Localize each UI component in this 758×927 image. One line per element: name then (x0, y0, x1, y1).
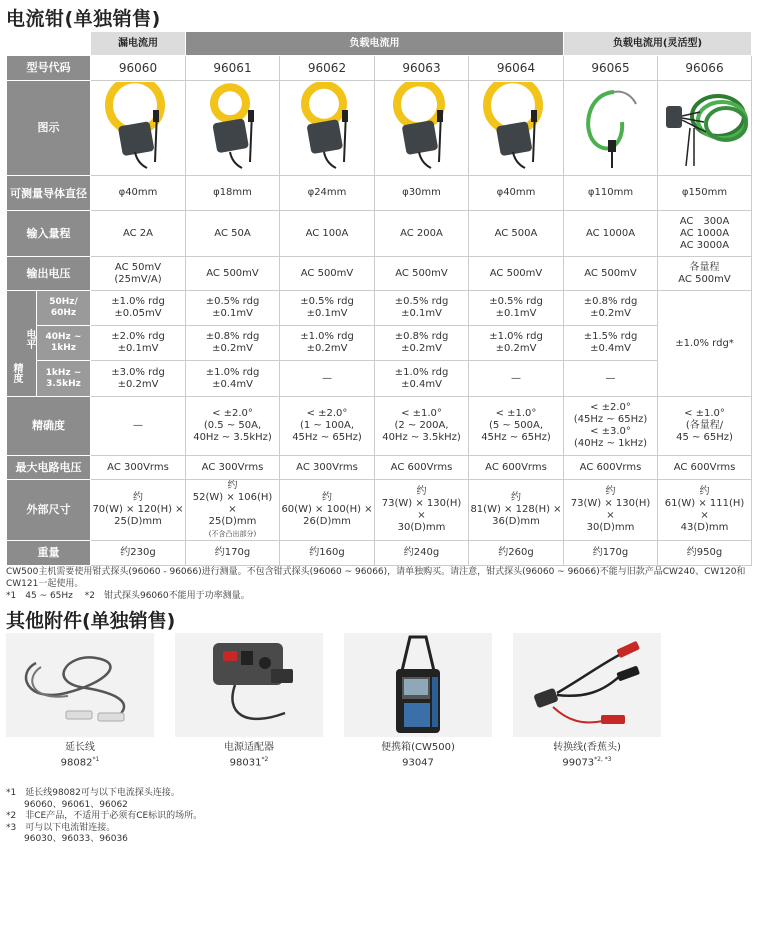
group-leak: 漏电流用 (91, 32, 186, 56)
model-code: 96062 (280, 56, 375, 81)
clamp-probe-image (186, 81, 280, 176)
conductor-diameter: φ24mm (280, 176, 375, 211)
model-code: 96060 (91, 56, 186, 81)
footnote-line: *2 非CE产品，不适用于必须有CE标识的场所。 (6, 811, 203, 822)
phase-accuracy: < ±1.0° (5 ~ 500A, 45Hz ~ 65Hz) (469, 397, 564, 456)
amplitude-accuracy: ±3.0% rdg ±0.2mV (91, 361, 186, 397)
output-voltage: AC 500mV (375, 257, 469, 291)
output-voltage: AC 500mV (280, 257, 375, 291)
dimensions-text: 约 73(W) × 130(H) × 30(D)mm (381, 486, 462, 533)
group-flex: 负载电流用(灵活型) (564, 32, 752, 56)
max-voltage: AC 600Vrms (375, 456, 469, 480)
weight-value: 约240g (375, 541, 469, 566)
label-input: 输入量程 (7, 211, 91, 257)
model-code: 96061 (186, 56, 280, 81)
dimensions-text: 约 52(W) × 106(H) × 25(D)mm (192, 480, 273, 527)
output-voltage: AC 500mV (564, 257, 658, 291)
weight-value: 约230g (91, 541, 186, 566)
max-voltage: AC 300Vrms (91, 456, 186, 480)
page-title: 电流钳(单独销售) (6, 8, 161, 30)
power-adapter-image (175, 633, 323, 737)
accessory-caption: 延长线 98082$^{*1}$ (60, 742, 100, 769)
amplitude-accuracy: ±1.0% rdg ±0.2mV (280, 326, 375, 361)
phase-accuracy: < ±2.0° (0.5 ~ 50A, 40Hz ~ 3.5kHz) (186, 397, 280, 456)
footnotes (6, 788, 202, 846)
accessory-caption: 便携箱(CW500) 93047 (381, 742, 455, 769)
input-range: AC 500A (469, 211, 564, 257)
phase-accuracy: < ±2.0° (1 ~ 100A, 45Hz ~ 65Hz) (280, 397, 375, 456)
weight-value: 约950g (658, 541, 752, 566)
output-voltage: AC 500mV (186, 257, 280, 291)
amplitude-accuracy: ±0.8% rdg ±0.2mV (186, 326, 280, 361)
label-phase: 精确度 (7, 397, 91, 456)
amplitude-accuracy: ±0.5% rdg ±0.1mV (375, 291, 469, 326)
input-range: AC 300A AC 1000A AC 3000A (658, 211, 752, 257)
dimensions-text: 约 73(W) × 130(H) × 30(D)mm (570, 486, 651, 533)
amplitude-accuracy: — (564, 361, 658, 397)
carrying-case-image (344, 633, 492, 737)
model-code: 96064 (469, 56, 564, 81)
label-max-voltage: 最大电路电压 (7, 456, 91, 480)
output-voltage: 各量程 AC 500mV (658, 257, 752, 291)
dimensions-text: 约 60(W) × 100(H) × 26(D)mm (281, 492, 373, 527)
input-range: AC 200A (375, 211, 469, 257)
model-code: 96066 (658, 56, 752, 81)
label-dims: 外部尺寸 (7, 480, 91, 541)
phase-accuracy: < ±2.0° (45Hz ~ 65Hz) < ±3.0° (40Hz ~ 1kHz) (564, 397, 658, 456)
max-voltage: AC 600Vrms (658, 456, 752, 480)
label-weight: 重量 (7, 541, 91, 566)
banana-cable-image (513, 633, 661, 737)
dimensions-text: 约 70(W) × 120(H) × 25(D)mm (92, 492, 184, 527)
footnote-line: *1 延长线98082可与以下电流探头连接。 (6, 788, 180, 798)
conductor-diameter: φ40mm (91, 176, 186, 211)
accessory-caption: 转换线(香蕉头) $99073^{*2, *3}$ (553, 742, 621, 769)
dimensions-text: 约 81(W) × 128(H) × 36(D)mm (470, 492, 562, 527)
amplitude-accuracy: ±1.0% rdg ±0.2mV (469, 326, 564, 361)
amplitude-accuracy: ±0.5% rdg ±0.1mV (280, 291, 375, 326)
weight-value: 约170g (186, 541, 280, 566)
conductor-diameter: φ18mm (186, 176, 280, 211)
dimensions-text: 约 61(W) × 111(H) × 43(D)mm (664, 486, 745, 533)
accessory-caption: 电源适配器 98031$^{*2}$ (224, 742, 274, 769)
amplitude-accuracy: ±1.5% rdg ±0.4mV (564, 326, 658, 361)
label-f1: 50Hz/ 60Hz (37, 291, 91, 326)
input-range: AC 100A (280, 211, 375, 257)
amplitude-accuracy: ±0.5% rdg ±0.1mV (469, 291, 564, 326)
max-voltage: AC 600Vrms (564, 456, 658, 480)
dimensions (186, 480, 280, 541)
dimensions (280, 480, 375, 541)
dimensions (375, 480, 469, 541)
weight-value: 约160g (280, 541, 375, 566)
label-accuracy: 精度 电平 (7, 291, 37, 397)
amplitude-accuracy: — (469, 361, 564, 397)
max-voltage: AC 600Vrms (469, 456, 564, 480)
conductor-diameter: φ30mm (375, 176, 469, 211)
dimensions (658, 480, 752, 541)
note-line: CW121一起使用。 (6, 579, 84, 589)
label-f2: 40Hz ~ 1kHz (37, 326, 91, 361)
group-load: 负载电流用 (186, 32, 564, 56)
dimensions (564, 480, 658, 541)
dimensions (469, 480, 564, 541)
spec-table (6, 31, 752, 566)
notes (6, 566, 751, 602)
input-range: AC 1000A (564, 211, 658, 257)
label-output: 输出电压 (7, 257, 91, 291)
phase-accuracy: < ±1.0° (各量程/ 45 ~ 65Hz) (658, 397, 752, 456)
amplitude-accuracy: ±0.8% rdg ±0.2mV (564, 291, 658, 326)
amplitude-accuracy: ±1.0% rdg ±0.05mV (91, 291, 186, 326)
amplitude-accuracy: — (280, 361, 375, 397)
clamp-probe-image (375, 81, 469, 176)
phase-accuracy: — (91, 397, 186, 456)
clamp-probe-image (91, 81, 186, 176)
max-voltage: AC 300Vrms (280, 456, 375, 480)
amplitude-accuracy: ±0.8% rdg ±0.2mV (375, 326, 469, 361)
dimensions-note: (不含凸出部分) (208, 530, 257, 538)
dimensions (91, 480, 186, 541)
footnote-line: 96060、96061、96062 (6, 799, 128, 810)
amplitude-accuracy: ±1.0% rdg ±0.4mV (186, 361, 280, 397)
note-line: *1 45 ~ 65Hz *2 钳式探头96060不能用于功率测量。 (6, 591, 250, 601)
extension-cable-image (6, 633, 154, 737)
output-voltage: AC 500mV (469, 257, 564, 291)
label-f3: 1kHz ~ 3.5kHz (37, 361, 91, 397)
clamp-probe-image (469, 81, 564, 176)
phase-accuracy: < ±1.0° (2 ~ 200A, 40Hz ~ 3.5kHz) (375, 397, 469, 456)
max-voltage: AC 300Vrms (186, 456, 280, 480)
model-code: 96063 (375, 56, 469, 81)
label-model: 型号代码 (7, 56, 91, 81)
conductor-diameter: φ150mm (658, 176, 752, 211)
output-voltage: AC 50mV (25mV/A) (91, 257, 186, 291)
amplitude-accuracy-96066: ±1.0% rdg* (658, 291, 752, 397)
input-range: AC 2A (91, 211, 186, 257)
note-line: CW500主机需要使用钳式探头(96060 - 96066)进行测量。不包含钳式探头(96060 ~ 96066)，请单独购买。请注意，钳式探头(96060 ~ 96066)不能与旧款产品CW240、CW120和 (6, 567, 746, 577)
label-conductor: 可测量导体直径 (7, 176, 91, 211)
amplitude-accuracy: ±1.0% rdg ±0.4mV (375, 361, 469, 397)
clamp-probe-image (280, 81, 375, 176)
amplitude-accuracy: ±0.5% rdg ±0.1mV (186, 291, 280, 326)
weight-value: 约170g (564, 541, 658, 566)
conductor-diameter: φ110mm (564, 176, 658, 211)
clamp-probe-image (564, 81, 658, 176)
clamp-probe-image (658, 81, 752, 176)
weight-value: 约260g (469, 541, 564, 566)
label-image: 图示 (7, 81, 91, 176)
amplitude-accuracy: ±2.0% rdg ±0.1mV (91, 326, 186, 361)
accessories-title: 其他附件(单独销售) (6, 610, 176, 632)
conductor-diameter: φ40mm (469, 176, 564, 211)
model-code: 96065 (564, 56, 658, 81)
footnote-line: *3 可与以下电流钳连接。 (6, 822, 116, 833)
footnote-line: 96030、96033、96036 (6, 834, 128, 845)
input-range: AC 50A (186, 211, 280, 257)
